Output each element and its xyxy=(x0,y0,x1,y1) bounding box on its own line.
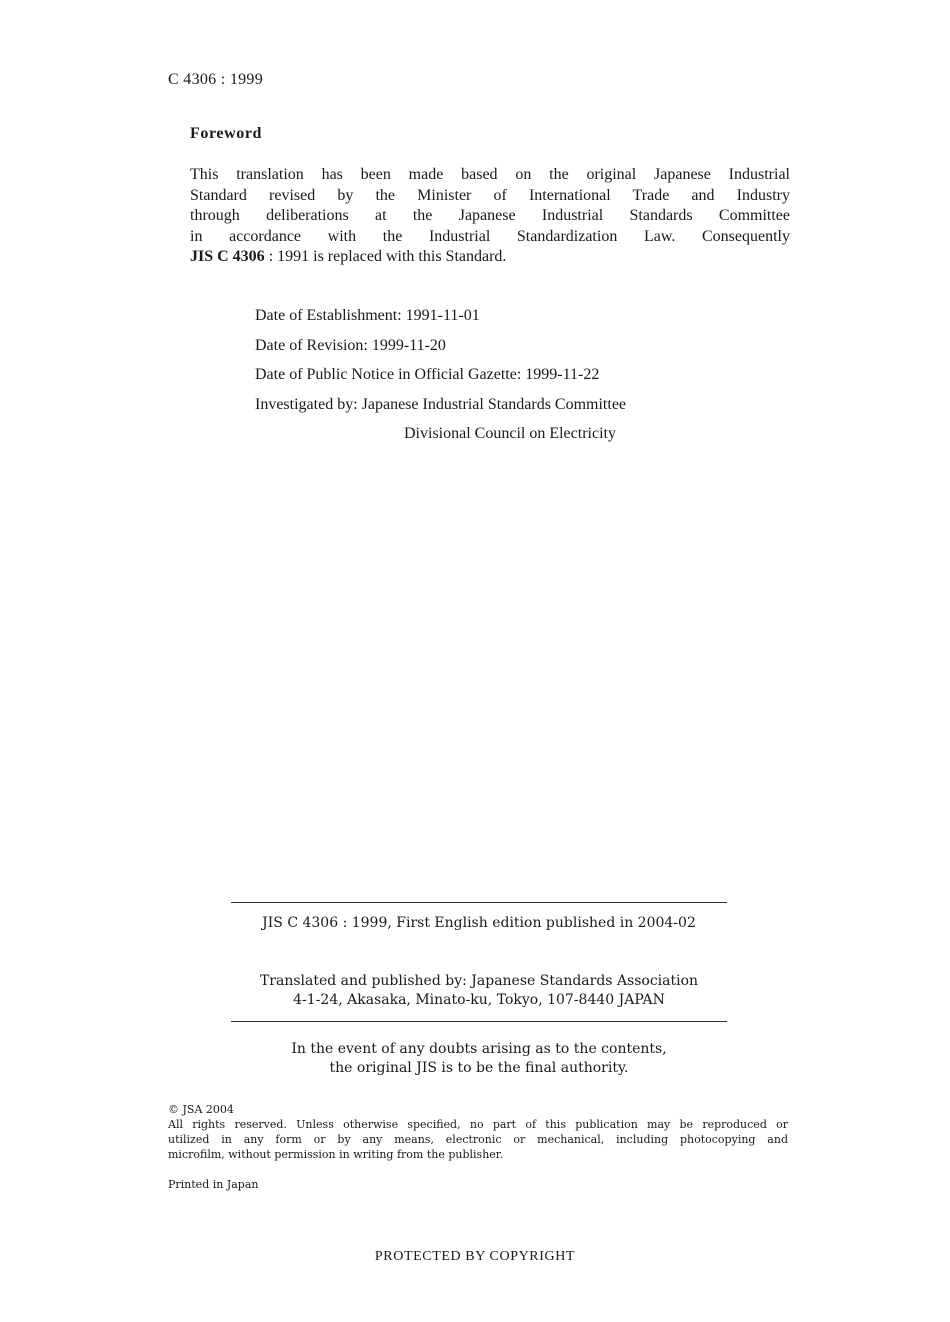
rights-line: microfilm, without permission in writing from the publisher. xyxy=(168,1148,504,1161)
foreword-line: through deliberations at the Japanese Industrial Standards Committee xyxy=(190,207,790,224)
date-of-revision: Date of Revision: 1999-11-20 xyxy=(255,336,446,354)
publisher-info xyxy=(231,972,727,1010)
publisher-address: 4-1-24, Akasaka, Minato-ku, Tokyo, 107-8440 JAPAN xyxy=(293,992,665,1008)
foreword-paragraph xyxy=(190,165,790,268)
foreword-heading: Foreword xyxy=(190,125,263,142)
bottom-rule xyxy=(231,1021,727,1022)
printed-in-japan: Printed in Japan xyxy=(168,1178,259,1191)
foreword-line: Standard revised by the Minister of International Trade and Industry xyxy=(190,186,790,204)
foreword-line: in accordance with the Industrial Standardization Law. Consequently xyxy=(190,227,790,245)
rights-line: All rights reserved. Unless otherwise specified, no part of this publication may be reproduced or xyxy=(168,1118,788,1131)
translated-by-line: Translated and published by: Japanese Standards Association xyxy=(259,973,699,989)
top-rule xyxy=(231,902,727,903)
document-number: C 4306 : 1999 xyxy=(168,71,264,88)
edition-info xyxy=(231,914,727,933)
foreword-line: This translation has been made based on the original Japanese Industrial xyxy=(190,166,790,183)
replaced-standard-code: JIS C 4306 xyxy=(190,248,265,265)
dates-block xyxy=(255,306,626,454)
foreword-line xyxy=(190,247,790,268)
authority-line: the original JIS is to be the final authority. xyxy=(329,1060,629,1076)
protected-by-copyright: PROTECTED BY COPYRIGHT xyxy=(374,1249,576,1264)
authority-note xyxy=(231,1040,727,1078)
copyright-notice: © JSA 2004 xyxy=(168,1103,234,1116)
investigated-by: Investigated by: Japanese Industrial Standards Committee xyxy=(255,395,627,413)
rights-line: utilized in any form or by any means, electronic or mechanical, including photocopying and xyxy=(168,1133,788,1146)
date-of-establishment: Date of Establishment: 1991-11-01 xyxy=(255,307,480,324)
authority-line: In the event of any doubts arising as to the contents, xyxy=(291,1041,667,1057)
divisional-council: Divisional Council on Electricity xyxy=(404,425,616,442)
edition-line: JIS C 4306 : 1999, First English edition published in 2004-02 xyxy=(262,915,696,931)
replaced-standard-text: : 1991 is replaced with this Standard. xyxy=(264,248,507,265)
date-of-public-notice: Date of Public Notice in Official Gazette: 1999-11-22 xyxy=(255,366,600,383)
printed-in xyxy=(168,1177,788,1192)
copyright-block xyxy=(168,1102,788,1162)
